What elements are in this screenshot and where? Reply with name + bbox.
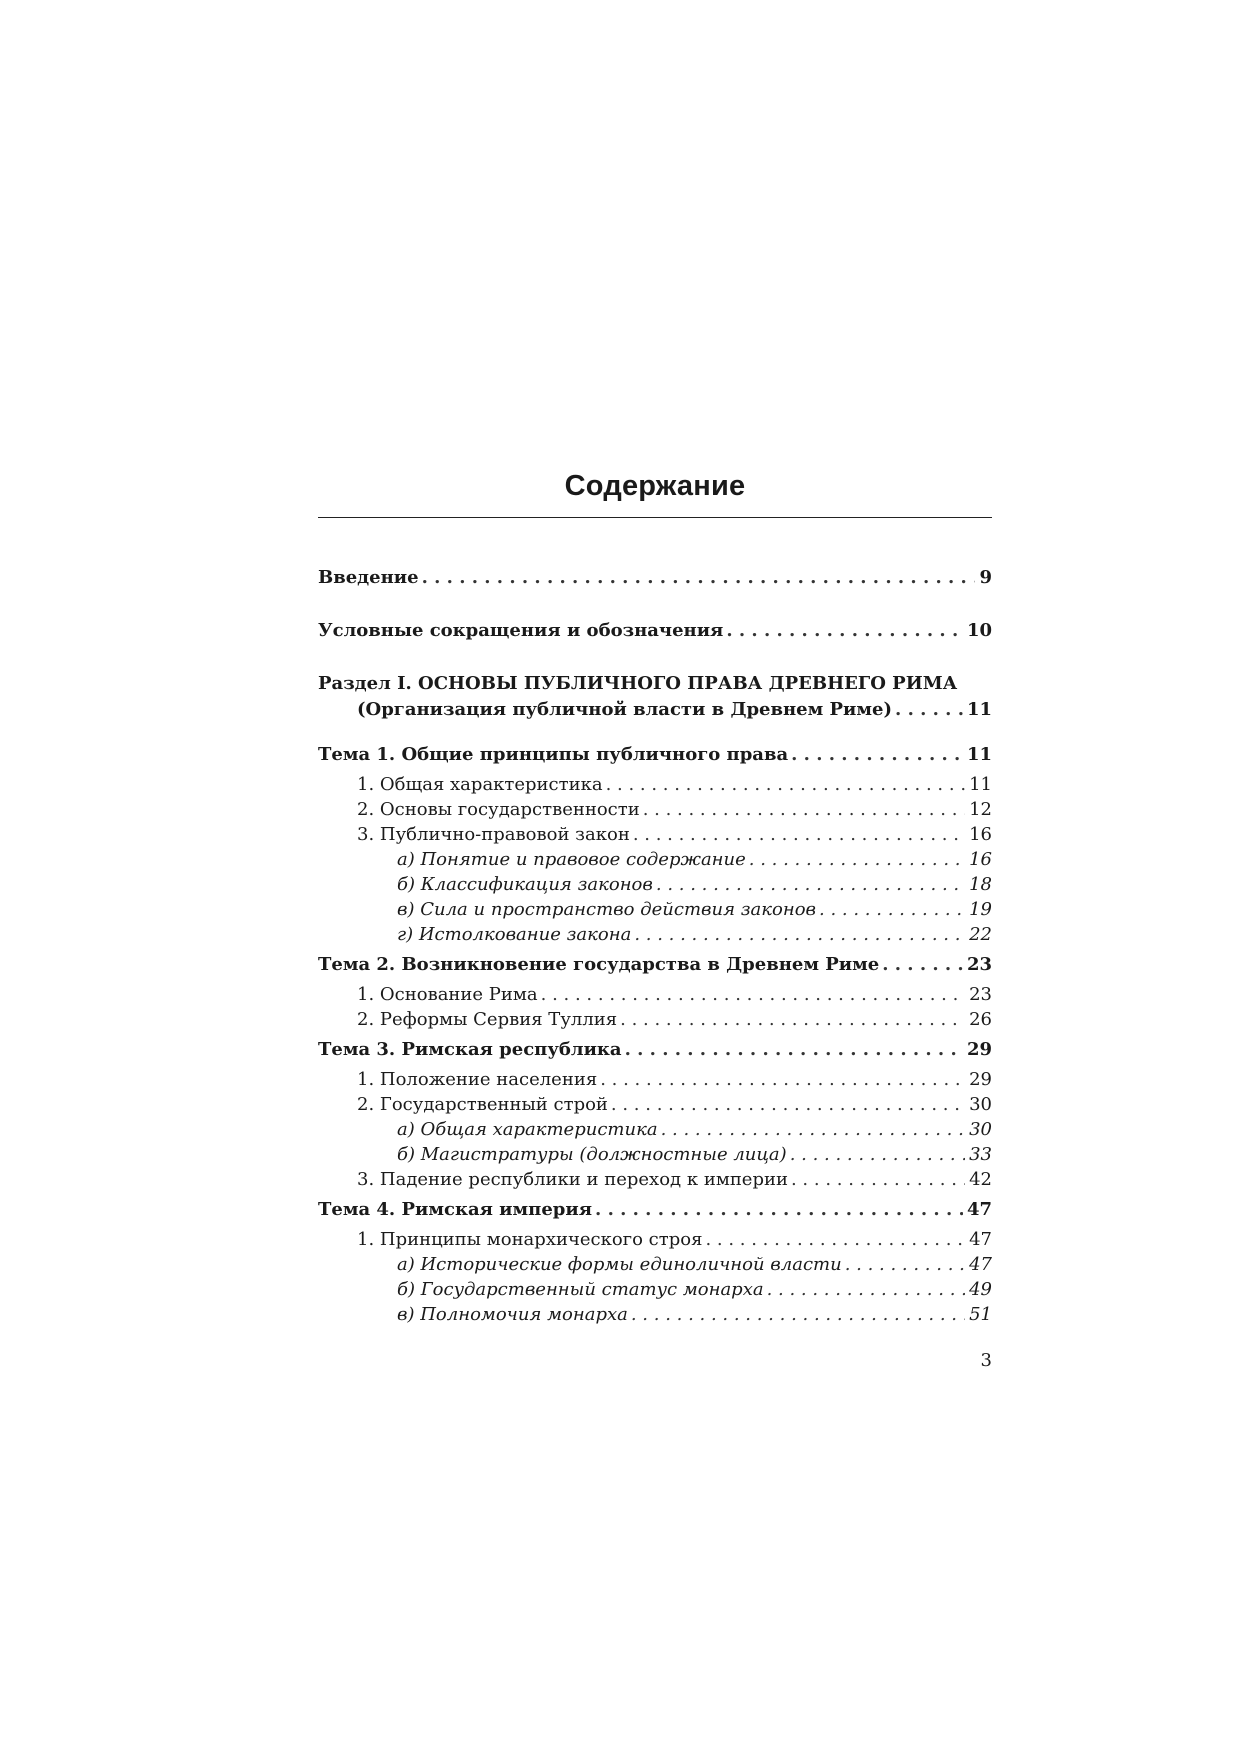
- toc-label: Введение: [318, 567, 419, 588]
- toc-label: Тема 3. Римская республика: [318, 1039, 622, 1060]
- toc-entry[interactable]: [397, 1277, 992, 1302]
- toc-entry[interactable]: [357, 1067, 992, 1092]
- toc-label: б) Магистратуры (должностные лица): [397, 1144, 787, 1165]
- dot-leader: [661, 1117, 966, 1142]
- toc-label: 2. Основы государственности: [357, 799, 640, 820]
- dot-leader: [631, 1302, 965, 1327]
- toc-label: 1. Принципы монархического строя: [357, 1229, 703, 1250]
- dot-leader: [643, 797, 965, 822]
- dot-leader: [882, 952, 963, 977]
- dot-leader: [705, 1227, 965, 1252]
- toc-label: 2. Реформы Сервия Туллия: [357, 1009, 618, 1030]
- toc-page-number: 22: [969, 924, 992, 945]
- toc-entry[interactable]: [357, 1092, 992, 1117]
- toc-entry[interactable]: [357, 1007, 992, 1032]
- toc-page-number: 29: [966, 1039, 992, 1060]
- toc-page-number: 23: [969, 984, 992, 1005]
- dot-leader: [634, 922, 965, 947]
- dot-leader: [633, 822, 965, 847]
- toc-page-number: 29: [969, 1069, 992, 1090]
- toc-page-number: 47: [966, 1199, 992, 1220]
- toc-label: Тема 1. Общие принципы публичного права: [318, 744, 789, 765]
- toc-entry-theme-4[interactable]: [318, 1197, 992, 1222]
- toc-page-number: 42: [969, 1169, 992, 1190]
- toc-entry[interactable]: [357, 1167, 992, 1192]
- toc-label: а) Понятие и правовое содержание: [397, 849, 746, 870]
- dot-leader: [726, 618, 963, 643]
- toc-page-number: 12: [969, 799, 992, 820]
- dot-leader: [819, 897, 965, 922]
- toc-page-number: 19: [969, 899, 992, 920]
- toc-page-number: 33: [969, 1144, 992, 1165]
- toc-label: Тема 4. Римская империя: [318, 1199, 593, 1220]
- toc-entry[interactable]: [397, 922, 992, 947]
- toc-page-number: 47: [969, 1229, 992, 1250]
- toc-label: Тема 2. Возникновение государства в Древнем Риме: [318, 954, 880, 975]
- toc-label: 1. Общая характеристика: [357, 774, 603, 795]
- toc-page-number: 11: [966, 699, 992, 720]
- toc-page-number: 18: [969, 874, 992, 895]
- toc-entry[interactable]: [357, 1227, 992, 1252]
- toc-page-number: 51: [969, 1304, 992, 1325]
- toc-label: 3. Публично-правовой закон: [357, 824, 630, 845]
- toc-label: (Организация публичной власти в Древнем Риме): [357, 699, 893, 720]
- toc-page-number: 16: [969, 824, 992, 845]
- toc-entry[interactable]: [357, 822, 992, 847]
- dot-leader: [600, 1067, 965, 1092]
- toc-entry[interactable]: [357, 797, 992, 822]
- toc-label: Условные сокращения и обозначения: [318, 620, 724, 641]
- toc-entry-intro[interactable]: [318, 565, 992, 590]
- title-divider: [318, 517, 992, 518]
- toc-label: 1. Основание Рима: [357, 984, 538, 1005]
- toc-entry[interactable]: [397, 1252, 992, 1277]
- toc-label: г) Истолкование закона: [397, 924, 632, 945]
- page-title: Содержание: [564, 470, 746, 502]
- toc-entry-theme-2[interactable]: [318, 952, 992, 977]
- toc-entry-theme-1[interactable]: [318, 742, 992, 767]
- toc-page-number: 11: [969, 774, 992, 795]
- dot-leader: [790, 1142, 965, 1167]
- toc-entry[interactable]: [397, 1302, 992, 1327]
- page-number: 3: [980, 1350, 992, 1371]
- toc-label: 2. Государственный строй: [357, 1094, 608, 1115]
- toc-entry-section-1[interactable]: [357, 697, 992, 722]
- dot-leader: [767, 1277, 966, 1302]
- toc-entry-theme-3[interactable]: [318, 1037, 992, 1062]
- toc-page-number: 49: [969, 1279, 992, 1300]
- dot-leader: [895, 697, 963, 722]
- toc-page-number: 10: [966, 620, 992, 641]
- toc-entry[interactable]: [397, 872, 992, 897]
- toc-label: 1. Положение населения: [357, 1069, 598, 1090]
- dot-leader: [791, 1167, 965, 1192]
- toc-entry[interactable]: [397, 1142, 992, 1167]
- dot-leader: [656, 872, 965, 897]
- toc-label: б) Государственный статус монарха: [397, 1279, 764, 1300]
- toc-page-number: 26: [969, 1009, 992, 1030]
- dot-leader: [791, 742, 963, 767]
- toc-entry-abbreviations[interactable]: [318, 618, 992, 643]
- toc-page-number: 11: [966, 744, 992, 765]
- toc-label: а) Исторические формы единоличной власти: [397, 1254, 842, 1275]
- toc-label: 3. Падение республики и переход к империи: [357, 1169, 788, 1190]
- toc-label: в) Сила и пространство действия законов: [397, 899, 817, 920]
- toc-label: а) Общая характеристика: [397, 1119, 658, 1140]
- toc-page-number: 9: [979, 567, 992, 588]
- dot-leader: [845, 1252, 965, 1277]
- dot-leader: [611, 1092, 965, 1117]
- dot-leader: [625, 1037, 963, 1062]
- dot-leader: [595, 1197, 963, 1222]
- dot-leader: [749, 847, 965, 872]
- toc-entry[interactable]: [357, 982, 992, 1007]
- toc-page-number: 47: [969, 1254, 992, 1275]
- toc-label: б) Классификация законов: [397, 874, 653, 895]
- dot-leader: [606, 772, 966, 797]
- dot-leader: [620, 1007, 965, 1032]
- toc-page-number: 23: [966, 954, 992, 975]
- dot-leader: [422, 565, 976, 590]
- toc-entry[interactable]: [397, 847, 992, 872]
- toc-page-number: 30: [969, 1094, 992, 1115]
- toc-entry[interactable]: [397, 897, 992, 922]
- toc-label: в) Полномочия монарха: [397, 1304, 628, 1325]
- toc-entry[interactable]: [397, 1117, 992, 1142]
- toc-page-number: 16: [969, 849, 992, 870]
- toc-entry[interactable]: [357, 772, 992, 797]
- dot-leader: [541, 982, 965, 1007]
- section-heading: Раздел I. ОСНОВЫ ПУБЛИЧНОГО ПРАВА ДРЕВНЕГО РИМА: [318, 673, 958, 694]
- toc-page-number: 30: [969, 1119, 992, 1140]
